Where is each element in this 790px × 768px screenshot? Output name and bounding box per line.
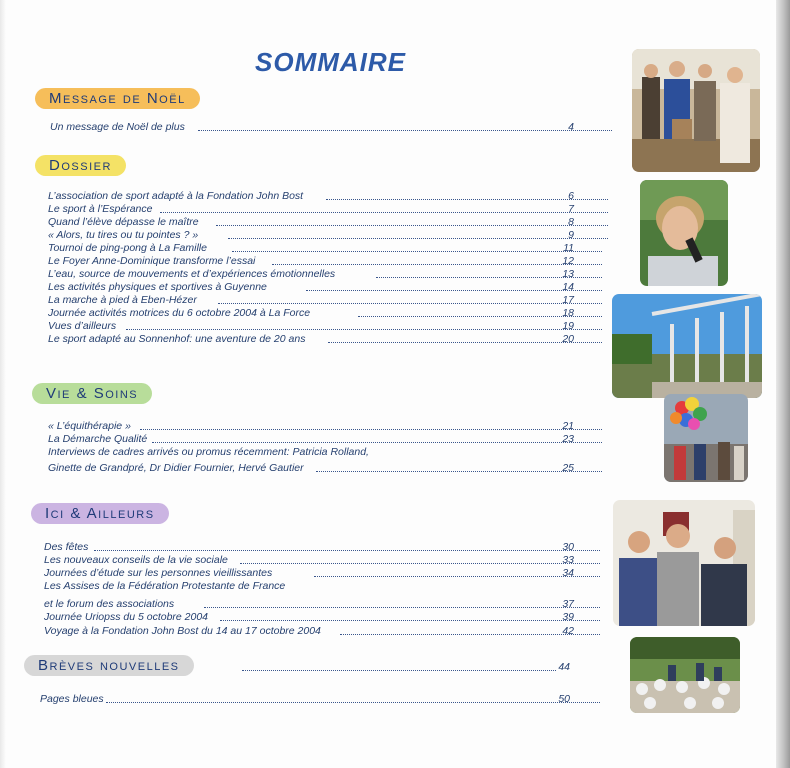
toc-entry[interactable] <box>48 294 574 307</box>
toc-entry[interactable] <box>44 625 574 638</box>
photo-group-visitors <box>632 49 760 172</box>
toc-entry-page: 14 <box>562 281 574 293</box>
toc-entry-title: L’association de sport adapté à la Fondation John Bost <box>48 190 304 202</box>
toc-entry-page: 37 <box>562 598 574 610</box>
leader-dots <box>94 541 600 551</box>
toc-entry-title: Voyage à la Fondation John Bost du 14 au 17 octobre 2004 <box>44 625 321 637</box>
toc-entry[interactable] <box>48 433 574 446</box>
toc-entry-title: Un message de Noël de plus <box>50 121 185 133</box>
page-left-edge <box>0 0 6 768</box>
toc-entry-title: L’eau, source de mouvements et d’expériences émotionnelles <box>48 268 336 280</box>
toc-entry-page: 44 <box>558 661 570 673</box>
toc-entry-page: 6 <box>568 190 574 202</box>
toc-entry-page: 30 <box>562 541 574 553</box>
toc-entry-title: Les activités physiques et sportives à Guyenne <box>48 281 267 293</box>
toc-entry[interactable] <box>44 567 574 580</box>
photo-balloons-crowd <box>664 394 748 482</box>
toc-entry-title: La Démarche Qualité <box>48 433 148 445</box>
photo-woman-microphone <box>640 180 728 286</box>
toc-entry-page: 42 <box>562 625 574 637</box>
toc-entry-title: Vues d’ailleurs <box>48 320 117 332</box>
toc-entry-page: 17 <box>562 294 574 306</box>
toc-entry[interactable] <box>48 420 574 433</box>
toc-entry-page: 18 <box>562 307 574 319</box>
toc-entry-title: La marche à pied à Eben-Hézer <box>48 294 197 306</box>
section-heading-ici-ailleurs: Ici & Ailleurs <box>31 503 169 524</box>
toc-entry-page: 11 <box>563 242 574 254</box>
toc-entry-page: 25 <box>562 462 574 474</box>
toc-entry-page: 20 <box>562 333 574 345</box>
section-heading-vie-soins: Vie & Soins <box>32 383 152 404</box>
toc-entry-page: 12 <box>562 255 574 267</box>
section-heading-message-de-noel: Message de Noël <box>35 88 200 109</box>
toc-entry[interactable] <box>44 611 574 624</box>
toc-entry[interactable] <box>44 580 574 593</box>
toc-entry-title: Pages bleues <box>40 693 104 705</box>
toc-entry-page: 13 <box>562 268 574 280</box>
toc-entry-title: Journée Uriopss du 5 octobre 2004 <box>44 611 209 623</box>
toc-entry[interactable] <box>48 242 574 255</box>
leader-dots <box>242 661 556 671</box>
toc-entry-page: 19 <box>562 320 574 332</box>
toc-entry-title: « L’équithérapie » <box>48 420 131 432</box>
toc-entry-page: 8 <box>568 216 574 228</box>
toc-entry[interactable] <box>48 333 574 346</box>
toc-entry-title: Quand l’élève dépasse le maître <box>48 216 199 228</box>
toc-entry-title: « Alors, tu tires ou tu pointes ? » <box>48 229 199 241</box>
toc-entry-page: 4 <box>568 121 574 133</box>
toc-entry-page: 21 <box>562 420 574 432</box>
toc-entry[interactable] <box>48 320 574 333</box>
toc-entry-title: Ginette de Grandpré, Dr Didier Fournier, Hervé Gautier <box>48 462 304 474</box>
toc-entry-page: 33 <box>562 554 574 566</box>
toc-entry[interactable] <box>44 554 574 567</box>
page-title: SOMMAIRE <box>255 47 406 77</box>
toc-entry[interactable] <box>48 216 574 229</box>
toc-entry[interactable] <box>48 281 574 294</box>
toc-entry[interactable] <box>50 121 574 134</box>
toc-entry[interactable] <box>48 190 574 203</box>
page-right-edge <box>776 0 790 768</box>
toc-entry[interactable] <box>48 203 574 216</box>
toc-entry-title: et le forum des associations <box>44 598 175 610</box>
toc-entry-page: 23 <box>562 433 574 445</box>
toc-entry[interactable] <box>48 255 574 268</box>
toc-entry[interactable] <box>240 661 574 674</box>
toc-entry-page: 34 <box>562 567 574 579</box>
photo-pergola-walkway <box>612 294 762 398</box>
toc-entry-title: Les nouveaux conseils de la vie sociale <box>44 554 228 566</box>
toc-entry[interactable] <box>40 693 574 706</box>
toc-entry-title: Tournoi de ping-pong à La Famille <box>48 242 207 254</box>
toc-entry[interactable] <box>44 598 574 611</box>
toc-entry-title: Le Foyer Anne-Dominique transforme l’essai <box>48 255 256 267</box>
toc-entry-page: 39 <box>562 611 574 623</box>
toc-entry[interactable] <box>48 268 574 281</box>
toc-entry-title: Journées d’étude sur les personnes vieillissantes <box>44 567 273 579</box>
toc-entry[interactable] <box>44 541 574 554</box>
toc-entry[interactable] <box>48 307 574 320</box>
leader-dots <box>140 420 602 430</box>
toc-entry-page: 7 <box>568 203 574 215</box>
toc-entry-title: Interviews de cadres arrivés ou promus récemment: Patricia Rolland, <box>48 446 369 458</box>
toc-entry-title: Journée activités motrices du 6 octobre 2004 à La Force <box>48 307 311 319</box>
toc-entry[interactable] <box>48 462 574 475</box>
leader-dots <box>106 693 600 703</box>
toc-entry-page: 9 <box>568 229 574 241</box>
toc-entry-title: Le sport à l’Espérance <box>48 203 153 215</box>
toc-entry-page: 50 <box>558 693 570 705</box>
toc-entry-title: Des fêtes <box>44 541 89 553</box>
section-heading-breves-nouvelles: Brèves nouvelles <box>24 655 194 676</box>
toc-entry-title: Les Assises de la Fédération Protestante de France <box>44 580 286 592</box>
toc-entry[interactable] <box>48 446 574 459</box>
leader-dots <box>126 320 602 330</box>
photo-outdoor-gathering <box>630 637 740 713</box>
photo-men-talking <box>613 500 755 626</box>
section-heading-dossier: Dossier <box>35 155 126 176</box>
toc-entry[interactable] <box>48 229 574 242</box>
toc-entry-title: Le sport adapté au Sonnenhof: une aventure de 20 ans <box>48 333 306 345</box>
